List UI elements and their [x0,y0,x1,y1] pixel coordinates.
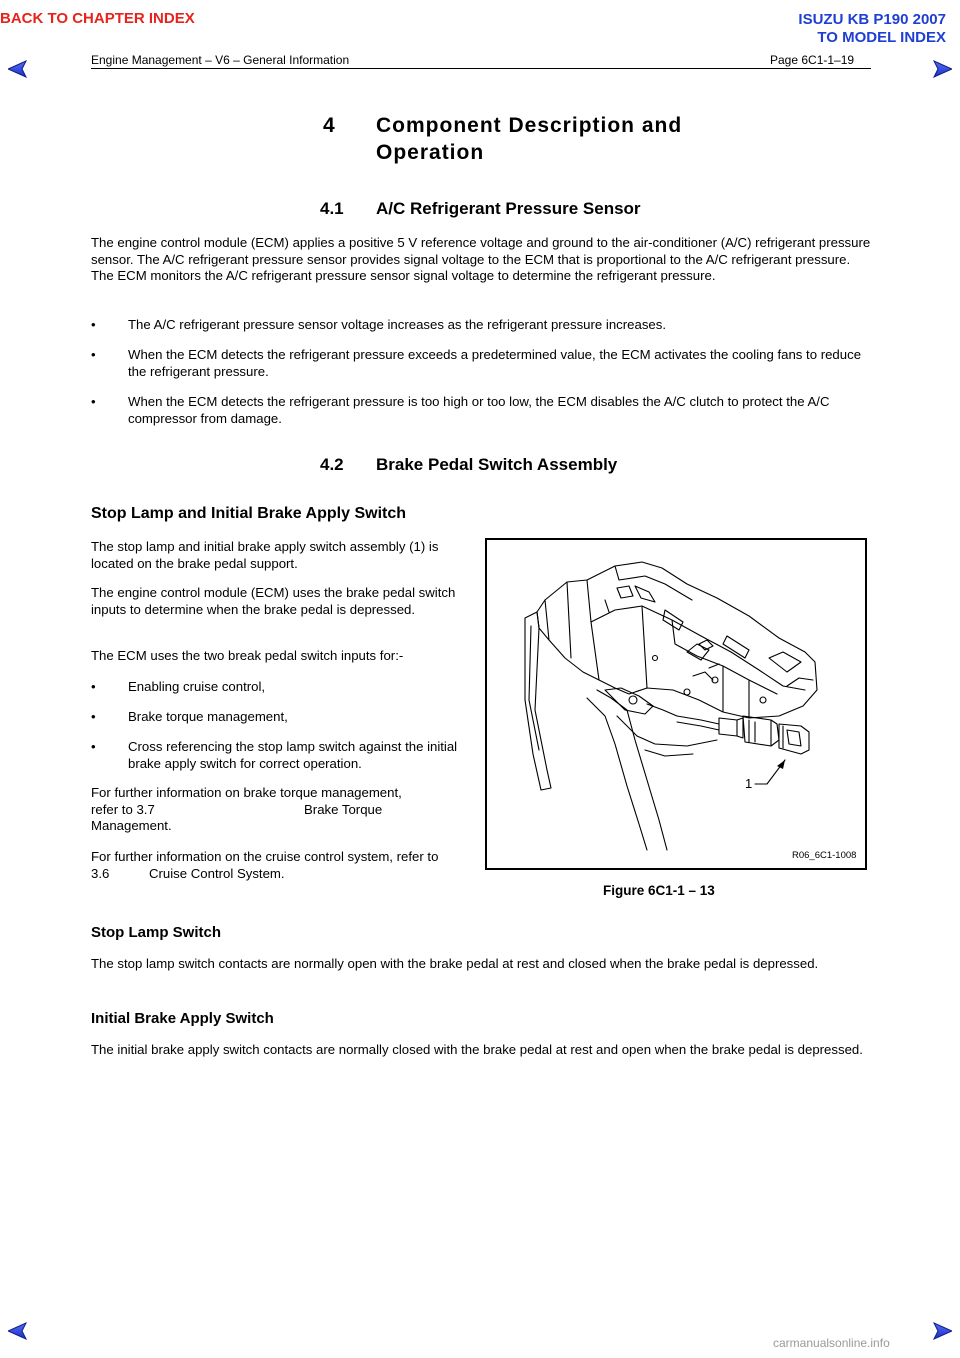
page-number: Page 6C1-1–19 [770,53,855,67]
bullet-item [91,317,868,334]
cruise-control-reference [91,849,477,882]
subsection-4-2-title: Brake Pedal Switch Assembly [376,455,618,474]
stop-lamp-switch-heading: Stop Lamp Switch [91,924,222,941]
bullet-item [91,739,468,772]
next-page-arrow-icon[interactable] [924,1322,952,1340]
header-rule [91,68,871,69]
bullet-text: When the ECM detects the refrigerant pressure is too high or too low, the ECM disables the A/C clutch to protect the A/C compressor from damage. [128,394,830,426]
section-title-line2: Operation [376,141,485,164]
bullet-icon: • [91,709,96,724]
reference-number[interactable]: 3.6 [91,865,110,881]
footer-watermark: carmanualsonline.info [773,1336,890,1350]
subsection-4-2-number: 4.2 [320,455,344,474]
stop-lamp-initial-brake-heading: Stop Lamp and Initial Brake Apply Switch [91,505,407,522]
ecm-brake-input-paragraph: The engine control module (ECM) uses the brake pedal switch inputs to determine when the brake pedal is depressed. [91,585,456,617]
reference-text: For further information on the cruise control system, refer to [91,849,439,864]
bullet-icon: • [91,739,96,754]
bullet-icon: • [91,317,96,332]
initial-brake-apply-paragraph: The initial brake apply switch contacts are normally closed with the brake pedal at rest and open when the brake pedal is depressed. [91,1042,863,1057]
next-page-arrow-icon[interactable] [924,60,952,78]
figure-code: R06_6C1-1008 [792,850,857,861]
reference-number[interactable]: refer to 3.7 [91,801,155,817]
bullet-text: The A/C refrigerant pressure sensor voltage increases as the refrigerant pressure increases. [128,317,667,332]
ac-sensor-description: The engine control module (ECM) applies a positive 5 V reference voltage and ground to the air-conditioner (A/C) refrigerant pressure sensor. The A/C refrigerant pressure sensor provides signal voltage to the ECM that is proportional to the A/C refrigerant pressure. The ECM monitors the A/C refrigerant pressure sensor signal voltage to determine the refrigerant pressure. [91,235,871,283]
brake-torque-reference [91,785,477,835]
brake-pedal-illustration [487,540,865,868]
previous-page-arrow-icon[interactable] [8,60,36,78]
bullet-item [91,347,868,380]
bullet-icon: • [91,394,96,409]
back-to-chapter-index-link[interactable]: BACK TO CHAPTER INDEX [0,10,195,27]
bullet-item [91,679,468,696]
figure-caption: Figure 6C1-1 – 13 [603,883,715,898]
bullet-text: Brake torque management, [128,709,288,724]
bullet-text: Enabling cruise control, [128,679,266,694]
reference-line [91,802,477,819]
reference-line [91,866,477,883]
model-index-link[interactable] [798,11,946,47]
section-title [376,112,682,166]
subsection-4-1-title: A/C Refrigerant Pressure Sensor [376,199,641,218]
reference-title[interactable]: Brake Torque [304,801,383,817]
section-number: 4 [323,114,336,137]
bullet-text: Cross referencing the stop lamp switch against the initial brake apply switch for correct operation. [128,739,458,771]
figure-callout-number: 1 [745,776,753,791]
running-header-title: Engine Management – V6 – General Information [91,53,350,67]
ecm-uses-paragraph: The ECM uses the two break pedal switch inputs for:- [91,648,404,663]
switch-location-paragraph: The stop lamp and initial brake apply switch assembly (1) is located on the brake pedal support. [91,539,439,571]
section-title-line1: Component Description and [376,114,683,137]
bullet-text: When the ECM detects the refrigerant pressure exceeds a predetermined value, the ECM activates the cooling fans to reduce the refrigerant pressure. [128,347,862,379]
subsection-4-1-number: 4.1 [320,199,344,218]
bullet-item [91,709,468,726]
initial-brake-apply-heading: Initial Brake Apply Switch [91,1010,274,1027]
bullet-icon: • [91,679,96,694]
reference-text: Management. [91,818,172,833]
to-model-index-label: TO MODEL INDEX [817,29,946,46]
previous-page-arrow-icon[interactable] [8,1322,36,1340]
stop-lamp-switch-paragraph: The stop lamp switch contacts are normally open with the brake pedal at rest and closed when the brake pedal is depressed. [91,956,819,971]
model-title: ISUZU KB P190 2007 [798,11,946,28]
reference-text: For further information on brake torque management, [91,785,402,800]
bullet-icon: • [91,347,96,362]
brake-switch-figure [485,538,867,870]
bullet-item [91,394,868,427]
reference-title[interactable]: Cruise Control System. [149,865,285,881]
